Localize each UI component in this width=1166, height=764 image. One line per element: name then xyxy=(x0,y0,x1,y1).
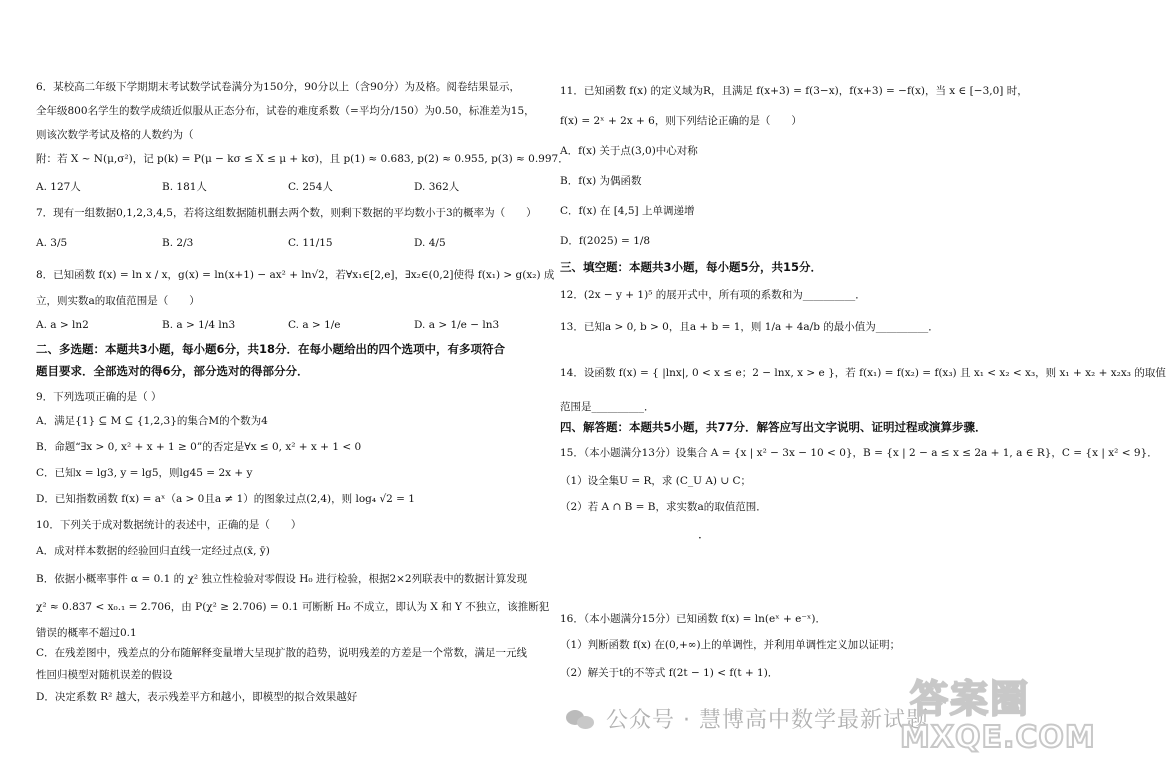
q10-option-b-line3: 错误的概率不超过0.1 xyxy=(36,627,137,639)
q9-option-a: A．满足{1} ⊆ M ⊆ {1,2,3}的集合M的个数为4 xyxy=(36,415,268,427)
q6-line3: 则该次数学考试及格的人数约为（ xyxy=(36,129,194,141)
q6-option-a: A. 127人 xyxy=(36,181,81,193)
q10-option-d: D．决定系数 R² 越大，表示残差平方和越小，即模型的拟合效果越好 xyxy=(36,691,358,703)
q6-option-b: B. 181人 xyxy=(162,181,207,193)
brand-logo-cn: 答案圈 xyxy=(910,677,1031,721)
section3-heading: 三、填空题：本题共3小题，每小题5分，共15分． xyxy=(560,260,823,274)
q8-option-d: D. a > 1/e − ln3 xyxy=(414,319,500,331)
q9-stem: 9．下列选项正确的是（ ） xyxy=(36,391,162,403)
section2-heading-line1: 二、多选题：本题共3小题，每小题6分，共18分．在每小题给出的四个选项中，有多项符合 xyxy=(36,342,506,356)
q16-part1: （1）判断函数 f(x) 在(0,+∞)上的单调性，并利用单调性定义加以证明； xyxy=(560,639,901,651)
q11-option-b: B．f(x) 为偶函数 xyxy=(560,175,642,187)
q15-part1: （1）设全集U = R，求 (C_U A) ∪ C； xyxy=(560,475,751,487)
q10-option-a: A．成对样本数据的经验回归直线一定经过点(x̄, ȳ) xyxy=(36,545,270,557)
q9-option-d: D．已知指数函数 f(x) = aˣ（a > 0且a ≠ 1）的图象过点(2,4)，则 log₄ √2 = 1 xyxy=(36,493,415,505)
wechat-watermark xyxy=(566,703,929,734)
q16-part2: （2）解关于t的不等式 f(2t − 1) < f(t + 1)． xyxy=(560,667,779,679)
q7-option-d: D. 4/5 xyxy=(414,237,446,249)
q6-line1: 6．某校高二年级下学期期末考试数学试卷满分为150分，90分以上（含90分）为及格。阅卷结果显示， xyxy=(36,81,520,93)
q8-option-b: B. a > 1/4 ln3 xyxy=(162,319,236,331)
q10-option-b-line1: B．依据小概率事件 α = 0.1 的 χ² 独立性检验对零假设 H₀ 进行检验，根据2×2列联表中的数据计算发现 xyxy=(36,573,528,585)
q8-stem-line1: 8．已知函数 f(x) = ln x / x，g(x) = ln(x+1) − ax² + ln√2，若∀x₁∈[2,e]，∃x₂∈(0,2]使得 f(x₁) > g(x₂) 成 xyxy=(36,269,555,281)
q11-stem-line2: f(x) = 2ˣ + 2x + 6，则下列结论正确的是（ ） xyxy=(560,115,802,127)
watermark-text: 公众号 · 慧博高中数学最新试题 xyxy=(606,708,929,733)
q13-stem: 13．已知a > 0, b > 0，且a + b = 1，则 1/a + 4a/b 的最小值为__________． xyxy=(560,321,939,333)
q7-stem: 7．现有一组数据0,1,2,3,4,5，若将这组数据随机删去两个数，则剩下数据的平均数小于3的概率为（ ） xyxy=(36,207,537,219)
section2-heading-line2: 题目要求．全部选对的得6分，部分选对的得部分分． xyxy=(36,364,309,378)
q11-option-d: D．f(2025) = 1/8 xyxy=(560,235,651,247)
q8-option-a: A. a > ln2 xyxy=(36,319,89,331)
section4-heading: 四、解答题：本题共5小题，共77分．解答应写出文字说明、证明过程或演算步骤． xyxy=(560,420,987,434)
q7-option-a: A. 3/5 xyxy=(36,237,68,249)
q6-option-c: C. 254人 xyxy=(288,181,333,193)
q6-note: 附：若 X ~ N(μ,σ²)，记 p(k) = P(μ − kσ ≤ X ≤ μ + kσ)，且 p(1) ≈ 0.683, p(2) ≈ 0.955, p(3) ≈ 0.997． xyxy=(36,153,569,165)
q10-stem: 10．下列关于成对数据统计的表述中，正确的是（ ） xyxy=(36,519,302,531)
brand-logo xyxy=(900,668,1096,758)
q11-option-a: A．f(x) 关于点(3,0)中心对称 xyxy=(560,145,698,157)
q15-stem: 15．（本小题满分13分）设集合 A = {x | x² − 3x − 10 < 0}，B = {x | 2 − a ≤ x ≤ 2a + 1, a ∈ R}，C = {x | x² < 9}． xyxy=(560,447,1158,459)
brand-logo-en: MXQE.COM xyxy=(900,720,1096,755)
q14-stem-line2: 范围是__________． xyxy=(560,401,655,413)
q6-option-d: D. 362人 xyxy=(414,181,460,193)
q7-option-b: B. 2/3 xyxy=(162,237,194,249)
q16-stem: 16．（本小题满分15分）已知函数 f(x) = ln(eˣ + e⁻ˣ)． xyxy=(560,613,826,625)
q7-option-c: C. 11/15 xyxy=(288,237,333,249)
q9-option-b: B．命题“∃x > 0, x² + x + 1 ≥ 0”的否定是∀x ≤ 0, x² + x + 1 < 0 xyxy=(36,441,362,453)
q11-stem-line1: 11．已知函数 f(x) 的定义域为R，且满足 f(x+3) = f(3−x)，f(x+3) = −f(x)，当 x ∈ [−3,0] 时， xyxy=(560,85,1028,97)
q10-option-c-line1: C．在残差图中，残差点的分布随解释变量增大呈现扩散的趋势，说明残差的方差是一个常数，满足一元线 xyxy=(36,647,528,659)
q14-stem-line1: 14．设函数 f(x) = { |lnx|, 0 < x ≤ e；2 − lnx, x > e }，若 f(x₁) = f(x₂) = f(x₃) 且 x₁ < x₂ < x₃，则 x₁ + x₂ + x₂x₃ 的取值 xyxy=(560,367,1166,379)
q10-option-c-line2: 性回归模型对随机误差的假设 xyxy=(36,669,173,681)
q9-option-c: C．已知x = lg3, y = lg5，则lg45 = 2x + y xyxy=(36,467,253,479)
q12-stem: 12．(2x − y + 1)⁵ 的展开式中，所有项的系数和为__________． xyxy=(560,289,866,301)
q6-line2: 全年级800名学生的数学成绩近似服从正态分布，试卷的难度系数（=平均分/150）为0.50，标准差为15， xyxy=(36,105,535,117)
q8-stem-line2: 立，则实数a的取值范围是（ ） xyxy=(36,295,200,307)
q11-option-c: C．f(x) 在 [4,5] 上单调递增 xyxy=(560,205,695,217)
q10-option-b-line2: χ² ≈ 0.837 < x₀.₁ = 2.706，由 P(χ² ≥ 2.706) = 0.1 可断断 H₀ 不成立，即认为 X 和 Y 不独立，该推断犯 xyxy=(36,601,550,613)
q8-option-c: C. a > 1/e xyxy=(288,319,341,331)
stray-dot: · xyxy=(698,531,702,545)
wechat-icon xyxy=(566,708,596,730)
q15-part2: （2）若 A ∩ B = B，求实数a的取值范围． xyxy=(560,501,767,513)
